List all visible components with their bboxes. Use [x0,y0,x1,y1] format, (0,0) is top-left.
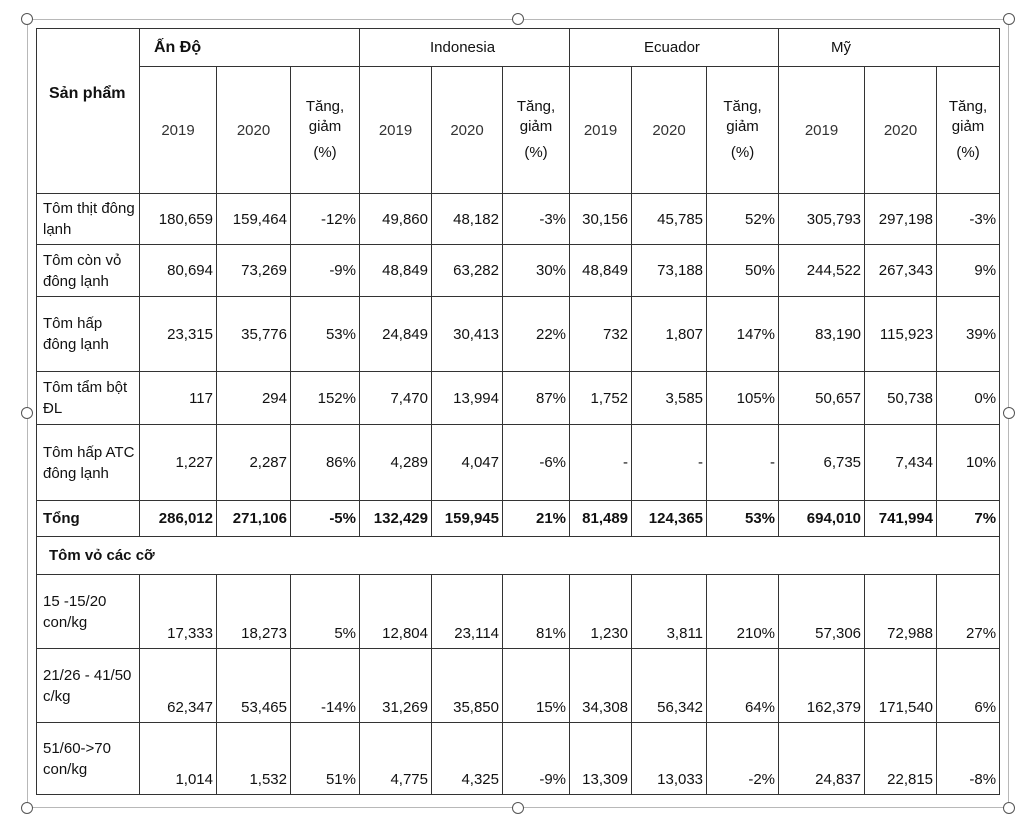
cell-value: 0% [937,372,1000,425]
cell-value: -3% [503,194,570,245]
cell-value: 5% [291,575,360,649]
total-value: 271,106 [217,501,291,537]
header-row-countries [37,29,1000,67]
total-label: Tổng [37,501,140,537]
cell-value: 51% [291,723,360,795]
cell-value: 18,273 [217,575,291,649]
cell-value: 30,156 [570,194,632,245]
product-name: Tôm còn vỏ đông lạnh [37,245,140,297]
header-row-years [37,67,1000,194]
table-row [37,649,1000,723]
cell-value: 3,585 [632,372,707,425]
year-header: 2020 [632,67,707,194]
cell-value: 7,434 [865,425,937,501]
cell-value: 72,988 [865,575,937,649]
cell-value: 3,811 [632,575,707,649]
section-title: Tôm vỏ các cỡ [37,537,1000,575]
cell-value: 1,227 [140,425,217,501]
change-label: Tăng, giảm [723,98,762,135]
change-header [707,67,779,194]
cell-value: 294 [217,372,291,425]
change-header [937,67,1000,194]
cell-value: 117 [140,372,217,425]
cell-value: -9% [291,245,360,297]
size-name: 51/60->70 con/kg [37,723,140,795]
cell-value: 30% [503,245,570,297]
change-label: Tăng, giảm [305,98,345,135]
cell-value: 52% [707,194,779,245]
table-row [37,425,1000,501]
total-value: 81,489 [570,501,632,537]
cell-value: 1,532 [217,723,291,795]
table-row [37,575,1000,649]
cell-value: 171,540 [865,649,937,723]
total-value: 132,429 [360,501,432,537]
resize-handle-bottom-right[interactable] [1003,802,1015,814]
cell-value: 50% [707,245,779,297]
cell-value: 27% [937,575,1000,649]
year-header: 2020 [865,67,937,194]
cell-value: 13,033 [632,723,707,795]
cell-value: 53,465 [217,649,291,723]
cell-value: 49,860 [360,194,432,245]
cell-value: 4,289 [360,425,432,501]
product-name: Tôm thịt đông lạnh [37,194,140,245]
cell-value: 57,306 [779,575,865,649]
cell-value: 15% [503,649,570,723]
cell-value: 23,114 [432,575,503,649]
cell-value: -12% [291,194,360,245]
cell-value: - [632,425,707,501]
country-header-usa: Mỹ [779,29,1000,67]
cell-value: 34,308 [570,649,632,723]
cell-value: 9% [937,245,1000,297]
product-column-header: Sản phẩm [37,29,140,194]
year-header: 2019 [140,67,217,194]
total-row [37,501,1000,537]
cell-value: 4,325 [432,723,503,795]
cell-value: 35,776 [217,297,291,372]
cell-value: 6,735 [779,425,865,501]
cell-value: - [570,425,632,501]
cell-value: 50,657 [779,372,865,425]
cell-value: 17,333 [140,575,217,649]
cell-value: 48,849 [360,245,432,297]
cell-value: 56,342 [632,649,707,723]
cell-value: 732 [570,297,632,372]
cell-value: 50,738 [865,372,937,425]
change-label: Tăng, giảm [948,98,988,135]
total-value: -5% [291,501,360,537]
cell-value: 22,815 [865,723,937,795]
cell-value: 297,198 [865,194,937,245]
cell-value: 39% [937,297,1000,372]
cell-value: 12,804 [360,575,432,649]
cell-value: 80,694 [140,245,217,297]
cell-value: 162,379 [779,649,865,723]
cell-value: 147% [707,297,779,372]
cell-value: 1,807 [632,297,707,372]
product-name: Tôm hấp ATC đông lạnh [37,425,140,501]
table-row [37,297,1000,372]
change-label: Tăng, giảm [516,98,556,135]
cell-value: -14% [291,649,360,723]
section-row [37,537,1000,575]
cell-value: 30,413 [432,297,503,372]
cell-value: 6% [937,649,1000,723]
table-row [37,194,1000,245]
cell-value: 83,190 [779,297,865,372]
cell-value: -9% [503,723,570,795]
cell-value: 62,347 [140,649,217,723]
size-name: 15 -15/20 con/kg [37,575,140,649]
total-value: 694,010 [779,501,865,537]
table-row [37,723,1000,795]
cell-value: 305,793 [779,194,865,245]
cell-value: -8% [937,723,1000,795]
product-name: Tôm tẩm bột ĐL [37,372,140,425]
cell-value: 115,923 [865,297,937,372]
cell-value: 152% [291,372,360,425]
change-unit: (%) [313,144,337,161]
cell-value: 13,309 [570,723,632,795]
total-value: 7% [937,501,1000,537]
resize-handle-top-left[interactable] [21,13,33,25]
cell-value: 31,269 [360,649,432,723]
cell-value: 244,522 [779,245,865,297]
change-unit: (%) [956,144,980,161]
cell-value: 23,315 [140,297,217,372]
cell-value: -2% [707,723,779,795]
cell-value: 7,470 [360,372,432,425]
cell-value: 1,752 [570,372,632,425]
cell-value: 13,994 [432,372,503,425]
cell-value: 73,269 [217,245,291,297]
year-header: 2020 [217,67,291,194]
country-header-india: Ấn Độ [140,29,360,67]
year-header: 2019 [570,67,632,194]
total-value: 286,012 [140,501,217,537]
cell-value: 105% [707,372,779,425]
change-unit: (%) [730,144,755,161]
change-unit: (%) [524,144,548,161]
resize-handle-bottom-center[interactable] [512,802,524,814]
cell-value: 81% [503,575,570,649]
cell-value: 4,775 [360,723,432,795]
cell-value: 267,343 [865,245,937,297]
cell-value: -3% [937,194,1000,245]
total-value: 159,945 [432,501,503,537]
year-header: 2019 [779,67,865,194]
resize-handle-top-center[interactable] [512,13,524,25]
cell-value: 10% [937,425,1000,501]
resize-handle-top-right[interactable] [1003,13,1015,25]
cell-value: 24,849 [360,297,432,372]
cell-value: 53% [291,297,360,372]
resize-handle-bottom-left[interactable] [21,802,33,814]
country-header-ecuador: Ecuador [570,29,779,67]
country-header-indonesia: Indonesia [360,29,570,67]
cell-value: 180,659 [140,194,217,245]
year-header: 2019 [360,67,432,194]
cell-value: 2,287 [217,425,291,501]
change-header [291,67,360,194]
total-value: 124,365 [632,501,707,537]
cell-value: 45,785 [632,194,707,245]
cell-value: 210% [707,575,779,649]
cell-value: 22% [503,297,570,372]
year-header: 2020 [432,67,503,194]
cell-value: -6% [503,425,570,501]
table-row [37,245,1000,297]
cell-value: - [707,425,779,501]
resize-handle-middle-right[interactable] [1003,407,1015,419]
cell-value: 87% [503,372,570,425]
cell-value: 35,850 [432,649,503,723]
cell-value: 64% [707,649,779,723]
table-row [37,372,1000,425]
cell-value: 48,182 [432,194,503,245]
shrimp-export-table [36,28,1000,795]
cell-value: 4,047 [432,425,503,501]
cell-value: 73,188 [632,245,707,297]
cell-value: 159,464 [217,194,291,245]
product-name: Tôm hấp đông lạnh [37,297,140,372]
cell-value: 63,282 [432,245,503,297]
change-header [503,67,570,194]
total-value: 53% [707,501,779,537]
cell-value: 24,837 [779,723,865,795]
size-name: 21/26 - 41/50 c/kg [37,649,140,723]
cell-value: 1,230 [570,575,632,649]
total-value: 741,994 [865,501,937,537]
cell-value: 86% [291,425,360,501]
cell-value: 1,014 [140,723,217,795]
total-value: 21% [503,501,570,537]
resize-handle-middle-left[interactable] [21,407,33,419]
cell-value: 48,849 [570,245,632,297]
